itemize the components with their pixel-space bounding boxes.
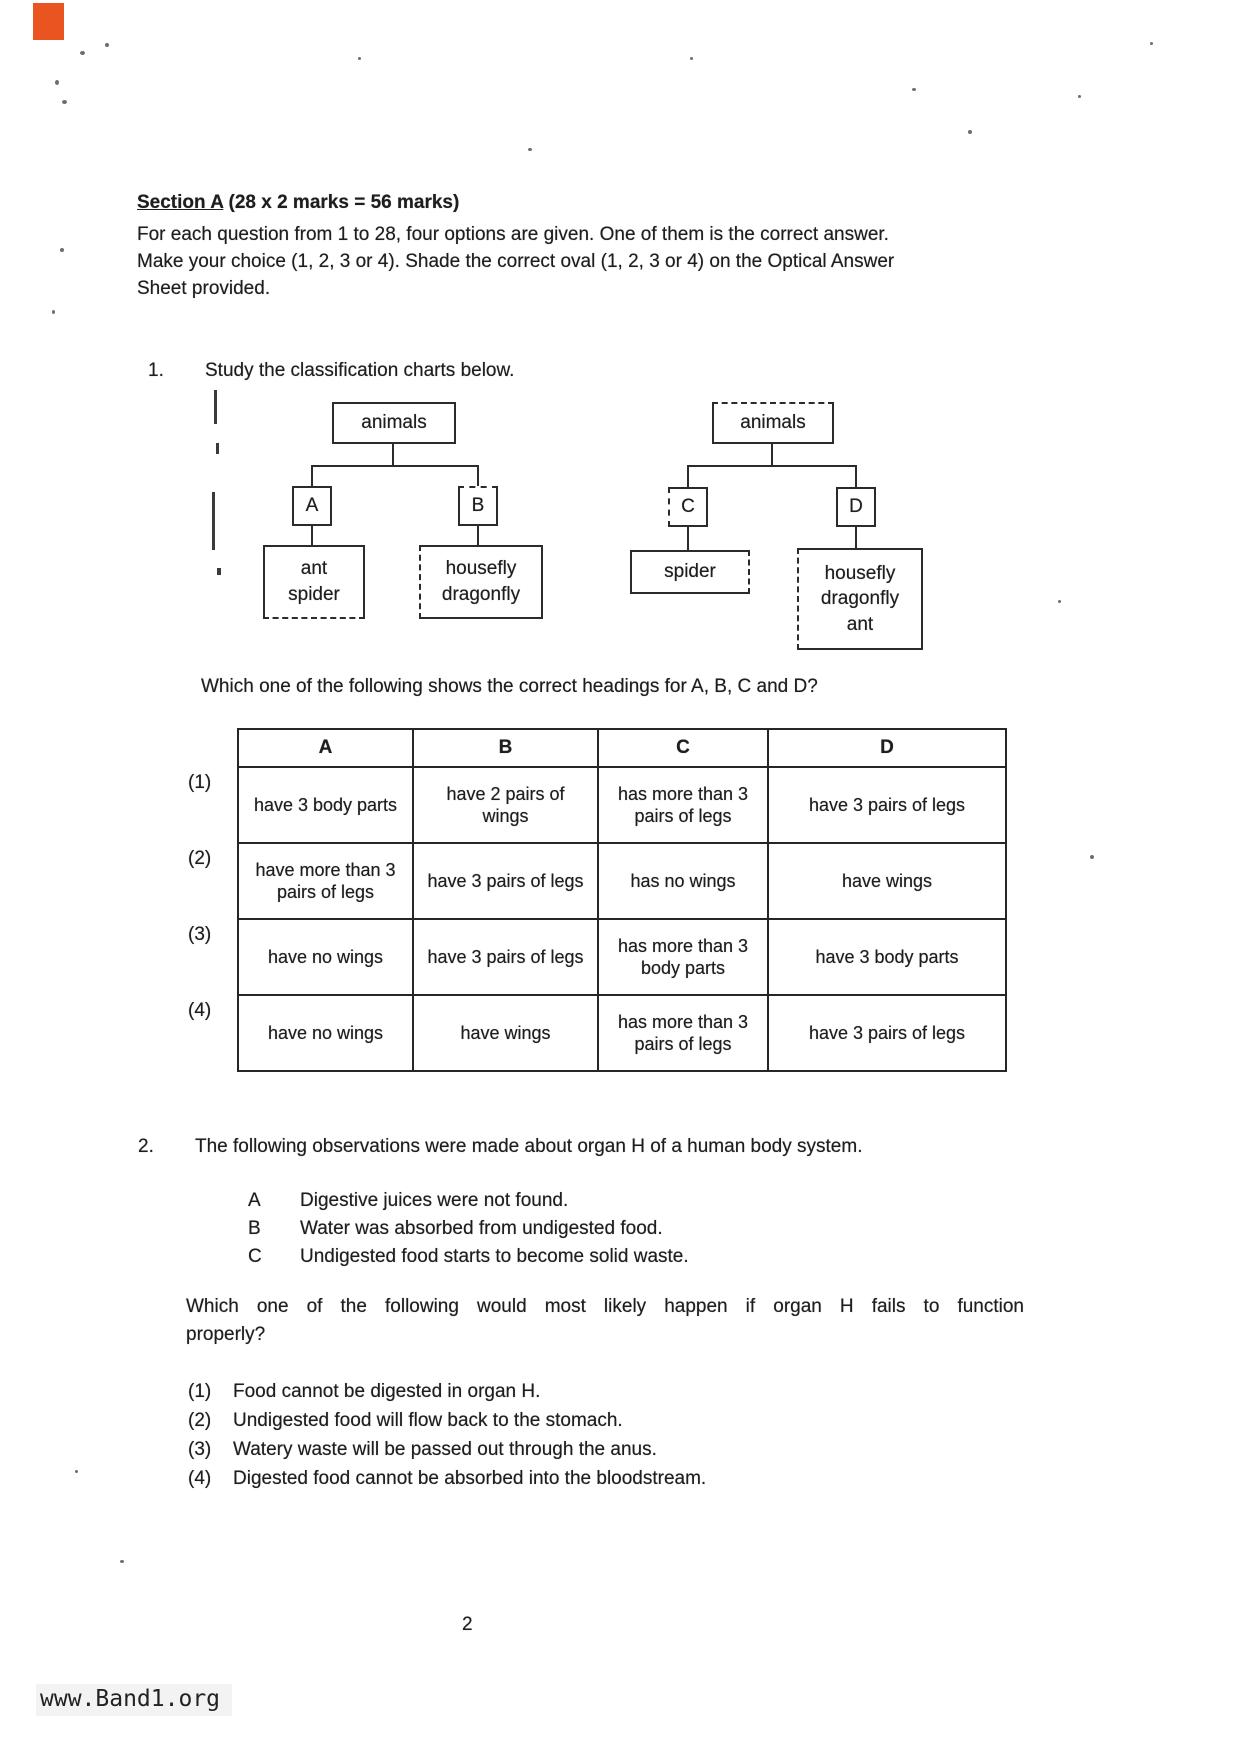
scan-pen-mark: [216, 443, 219, 454]
leaf-d-line: housefly: [824, 562, 896, 584]
watermark: www.Band1.org: [36, 1684, 232, 1716]
table-cell: have 3 pairs of legs: [414, 918, 599, 994]
table-cell: has no wings: [599, 842, 769, 918]
page-number: 2: [462, 1614, 473, 1635]
scan-speck: [912, 88, 916, 91]
leaf-c-label: spider: [664, 561, 716, 583]
q1-prompt: Study the classification charts below.: [205, 360, 515, 381]
table-cell: have 3 body parts: [239, 766, 414, 842]
chart-left-node-b-label: B: [471, 495, 485, 517]
chart-right-root-box: [712, 402, 834, 444]
chart-left-root-box: [332, 402, 456, 444]
q2-number: 2.: [138, 1136, 154, 1157]
chart-right-connector: [687, 527, 689, 550]
leaf-d-line: ant: [846, 613, 874, 635]
scan-speck: [1058, 600, 1061, 603]
chart-left-leaf-b-box: [419, 545, 543, 619]
chart-left-connector: [311, 465, 313, 486]
chart-left-node-b-box: [458, 486, 498, 526]
table-row-label: (3): [188, 924, 212, 945]
chart-right-connector: [855, 465, 857, 487]
q2-prompt: The following observations were made about organ H of a human body system.: [195, 1136, 863, 1157]
chart-left-connector: [477, 526, 479, 545]
leaf-b-line: dragonfly: [441, 584, 521, 605]
section-title: Section A: [137, 192, 224, 213]
leaf-a-line: ant: [300, 558, 328, 580]
option-label: (1): [188, 1381, 212, 1402]
table-cell: have wings: [414, 994, 599, 1070]
q2-question-line2: properly?: [186, 1324, 266, 1345]
table-header-a: A: [239, 730, 414, 766]
chart-right-connector: [771, 444, 773, 466]
observation-text: Water was absorbed from undigested food.: [300, 1218, 663, 1239]
scan-speck: [358, 57, 361, 60]
table-cell: have 3 body parts: [769, 918, 1005, 994]
leaf-a-line: spider: [288, 584, 340, 605]
chart-left-connector: [311, 526, 313, 545]
option-label: (2): [188, 1410, 212, 1431]
instructions-line: Make your choice (1, 2, 3 or 4). Shade the correct oval (1, 2, 3 or 4) on the Optical Answer: [137, 251, 895, 272]
observation-label: C: [248, 1246, 262, 1267]
table-cell: has more than 3 body parts: [599, 918, 769, 994]
chart-left-node-a-label: A: [305, 495, 319, 517]
table-header-c: C: [599, 730, 769, 766]
observation-label: B: [248, 1218, 261, 1239]
q1-question: Which one of the following shows the correct headings for A, B, C and D?: [201, 676, 818, 697]
scan-speck: [105, 43, 109, 47]
table-header-b: B: [414, 730, 599, 766]
table-cell: have more than 3 pairs of legs: [239, 842, 414, 918]
table-cell: have 2 pairs of wings: [414, 766, 599, 842]
scan-pen-mark: [217, 568, 221, 575]
observation-label: A: [248, 1190, 261, 1211]
table-cell: has more than 3 pairs of legs: [599, 766, 769, 842]
option-label: (4): [188, 1468, 212, 1489]
instructions-line: Sheet provided.: [137, 278, 271, 299]
option-text: Food cannot be digested in organ H.: [233, 1381, 541, 1402]
chart-right-leaf-c-box: [630, 550, 750, 594]
option-text: Undigested food will flow back to the stomach.: [233, 1410, 623, 1431]
scan-speck: [62, 100, 67, 104]
scan-speck: [1078, 95, 1081, 98]
scan-speck: [1150, 42, 1153, 45]
table-row-label: (2): [188, 848, 212, 869]
chart-right-root-label: animals: [740, 412, 806, 434]
table-cell: have 3 pairs of legs: [414, 842, 599, 918]
observation-text: Digestive juices were not found.: [300, 1190, 569, 1211]
section-header: [137, 192, 459, 214]
leaf-d-line: dragonfly: [820, 588, 900, 610]
scan-speck: [1090, 855, 1094, 859]
option-text: Watery waste will be passed out through the anus.: [233, 1439, 657, 1460]
scan-speck: [120, 1560, 124, 1563]
chart-right-node-c-box: [668, 487, 708, 527]
scan-orange-mark: [33, 3, 64, 40]
scan-pen-mark: [214, 390, 217, 424]
scan-speck: [80, 51, 85, 55]
q1-options-table: [237, 728, 1007, 1072]
chart-left-leaf-a-box: [263, 545, 365, 619]
chart-right-connector: [687, 465, 857, 467]
scan-speck: [55, 80, 59, 85]
table-cell: have wings: [769, 842, 1005, 918]
table-cell: have 3 pairs of legs: [769, 994, 1005, 1070]
table-row-label: (1): [188, 772, 212, 793]
chart-right-connector: [855, 527, 857, 548]
scan-speck: [528, 148, 532, 151]
scan-speck: [75, 1470, 78, 1473]
chart-right-leaf-d-box: [797, 548, 923, 650]
option-label: (3): [188, 1439, 212, 1460]
scan-speck: [60, 248, 64, 252]
q2-question-line1: Which one of the following would most likely happen if organ H fails to function: [186, 1296, 1024, 1317]
observation-text: Undigested food starts to become solid waste.: [300, 1246, 689, 1267]
table-cell: have 3 pairs of legs: [769, 766, 1005, 842]
table-header-d: D: [880, 737, 894, 759]
section-title-suffix: (28 x 2 marks = 56 marks): [223, 192, 460, 213]
scan-speck: [968, 130, 972, 134]
q1-number: 1.: [148, 360, 164, 381]
scan-pen-mark: [212, 492, 215, 550]
section-instructions: [137, 221, 894, 302]
chart-right-node-d-label: D: [849, 496, 863, 518]
chart-left-root-label: animals: [361, 412, 427, 434]
chart-right-node-c-label: C: [681, 496, 695, 518]
table-cell: have no wings: [239, 994, 414, 1070]
chart-left-connector: [477, 465, 479, 486]
leaf-b-line: housefly: [445, 558, 517, 580]
table-row-label: (4): [188, 1000, 212, 1021]
table-cell: have no wings: [239, 918, 414, 994]
instructions-line: For each question from 1 to 28, four options are given. One of them is the correct answer.: [137, 224, 889, 245]
option-text: Digested food cannot be absorbed into the bloodstream.: [233, 1468, 707, 1489]
scan-speck: [690, 57, 693, 60]
table-cell: has more than 3 pairs of legs: [599, 994, 769, 1070]
chart-left-node-a-box: [292, 486, 332, 526]
chart-left-connector: [392, 444, 394, 466]
chart-right-connector: [687, 465, 689, 487]
chart-left-connector: [311, 465, 479, 467]
scan-speck: [52, 310, 55, 314]
chart-right-node-d-box: [836, 487, 876, 527]
